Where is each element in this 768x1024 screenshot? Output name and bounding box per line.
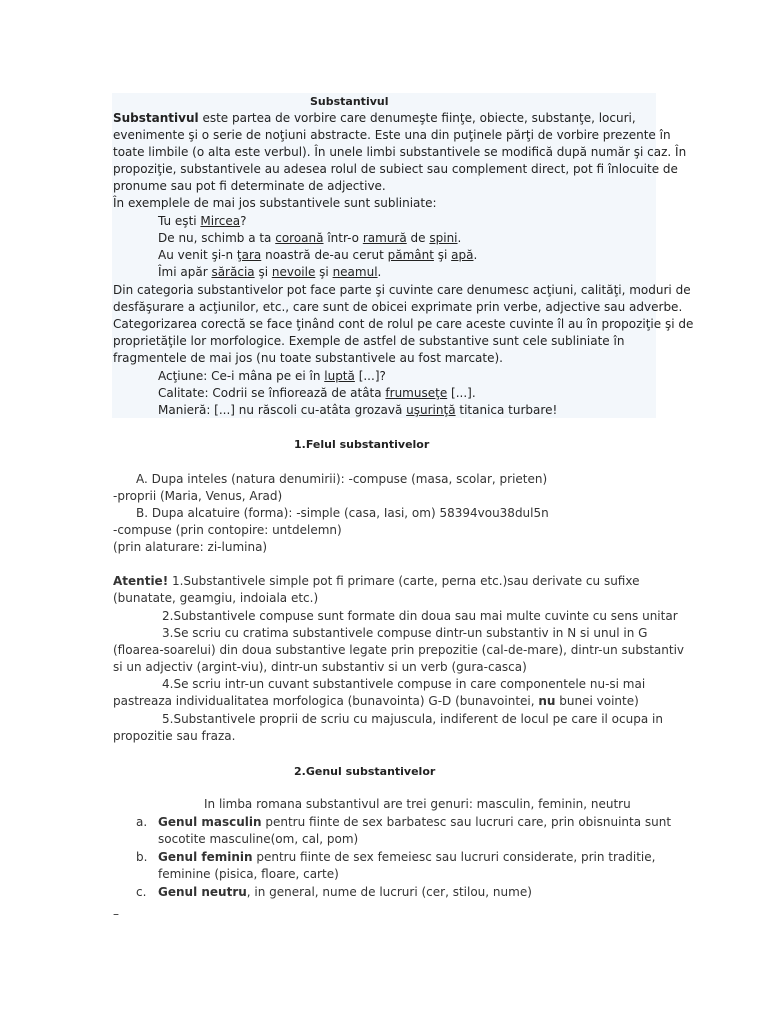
atentie-note-1: Atentie! 1.Substantivele simple pot fi primare (carte, perna etc.)sau derivate cu sufixe: [113, 574, 640, 588]
example-line-4: Îmi apăr sărăcia şi nevoile şi neamul.: [158, 265, 382, 279]
para2-line-1: Din categoria substantivelor pot face parte şi cuvinte care denumesc acţiuni, calităţi, moduri de: [113, 283, 691, 297]
para2-line-2: desfăşurare a acţiunilor, etc., care sunt de obicei exprimate prin verbe, adjective sau adverbe.: [113, 300, 683, 314]
intro-line-4: propoziţie, substantivele au adesea rolul de subiect sau complement direct, pot fi înlocuite de: [113, 162, 678, 176]
atentie-note-3: 3.Se scriu cu cratima substantivele compuse dintr-un substantiv in N si unul in G: [162, 626, 648, 640]
para2-line-5: fragmentele de mai jos (nu toate substantivele au fost marcate).: [113, 351, 503, 365]
intro-line-3: toate limbile (o alta este verbul). În unele limbi substantivele se modifică după număr şi caz. În: [113, 145, 687, 159]
example-line-3: Au venit şi-n ţara noastră de-au cerut pământ şi apă.: [158, 248, 478, 262]
example2-line-3: Manieră: [...] nu răscoli cu-atâta grozavă uşurinţă titanica turbare!: [158, 403, 558, 417]
atentie-note-4: 4.Se scriu intr-un cuvant substantivele compuse in care componentele nu-si mai: [162, 677, 646, 691]
section-1-item-b-line-2: -compuse (prin contopire: untdelemn): [113, 523, 342, 537]
atentie-note-5-line-2: propozitie sau fraza.: [113, 729, 236, 743]
section-2-intro: In limba romana substantivul are trei genuri: masculin, feminin, neutru: [204, 797, 631, 811]
genul-masculin-item: Genul masculin pentru fiinte de sex barbatesc sau lucruri care, prin obisnuinta sunt: [158, 815, 672, 829]
section-1-item-a-line-2: -proprii (Maria, Venus, Arad): [113, 489, 283, 503]
genul-neutru-item: Genul neutru, in general, nume de lucruri (cer, stilou, nume): [158, 885, 532, 899]
section-1-item-b: B. Dupa alcatuire (forma): -simple (casa, Iasi, om) 58394vou38dul5n: [136, 506, 549, 520]
section-1-heading: 1.Felul substantivelor: [294, 438, 430, 451]
atentie-note-3-line-2: (floarea-soarelui) din doua substantive legate prin prepozitie (cal-de-mare), dintr-un substantiv: [113, 643, 685, 657]
trailing-dash: –: [113, 907, 119, 921]
atentie-note-1-line-2: (bunatate, geamgiu, indoiala etc.): [113, 591, 319, 605]
atentie-note-3-line-3: si un adjectiv (argint-viu), dintr-un substantiv si un verb (gura-casca): [113, 660, 527, 674]
para2-line-4: proprietăţile lor morfologice. Exemple de astfel de substantive sunt cele subliniate în: [113, 334, 625, 348]
example2-line-1: Acţiune: Ce-i mâna pe ei în luptă [...]?: [158, 369, 386, 383]
atentie-note-5: 5.Substantivele proprii de scriu cu majuscula, indiferent de locul pe care il ocupa in: [162, 712, 663, 726]
atentie-note-4-line-2: pastreaza individualitatea morfologica (bunavointa) G-D (bunavointei, nu bunei vointe): [113, 694, 639, 708]
genul-feminin-item: Genul feminin pentru fiinte de sex femeiesc sau lucruri considerate, prin traditie,: [158, 850, 656, 864]
genul-masculin-item-line-2: socotite masculine(om, cal, pom): [158, 832, 359, 846]
page-title: Substantivul: [310, 95, 389, 108]
para2-line-3: Categorizarea corectă se face ţinând cont de rolul pe care aceste cuvinte îl au în propoziţie şi de: [113, 317, 694, 331]
list-marker-c: c.: [136, 885, 147, 899]
example2-line-2: Calitate: Codrii se înfiorează de atâta frumuseţe [...].: [158, 386, 476, 400]
intro-line-2: evenimente şi o serie de noţiuni abstracte. Este una din puţinele părţi de vorbire prezente în: [113, 128, 671, 142]
intro-line-1: Substantivul este partea de vorbire care denumeşte fiinţe, obiecte, substanţe, locuri,: [113, 111, 636, 125]
section-1-item-b-line-3: (prin alaturare: zi-lumina): [113, 540, 268, 554]
list-marker-b: b.: [136, 850, 148, 864]
intro-line-6: În exemplele de mai jos substantivele sunt subliniate:: [113, 196, 437, 210]
list-marker-a: a.: [136, 815, 148, 829]
example-line-1: Tu eşti Mircea?: [158, 214, 247, 228]
intro-line-5: pronume sau pot fi determinate de adjective.: [113, 179, 386, 193]
example-line-2: De nu, schimb a ta coroană într-o ramură de spini.: [158, 231, 462, 245]
section-1-item-a: A. Dupa inteles (natura denumirii): -compuse (masa, scolar, prieten): [136, 472, 548, 486]
atentie-note-2: 2.Substantivele compuse sunt formate din doua sau mai multe cuvinte cu sens unitar: [162, 609, 678, 623]
section-2-heading: 2.Genul substantivelor: [294, 765, 436, 778]
genul-feminin-item-line-2: feminine (pisica, floare, carte): [158, 867, 339, 881]
